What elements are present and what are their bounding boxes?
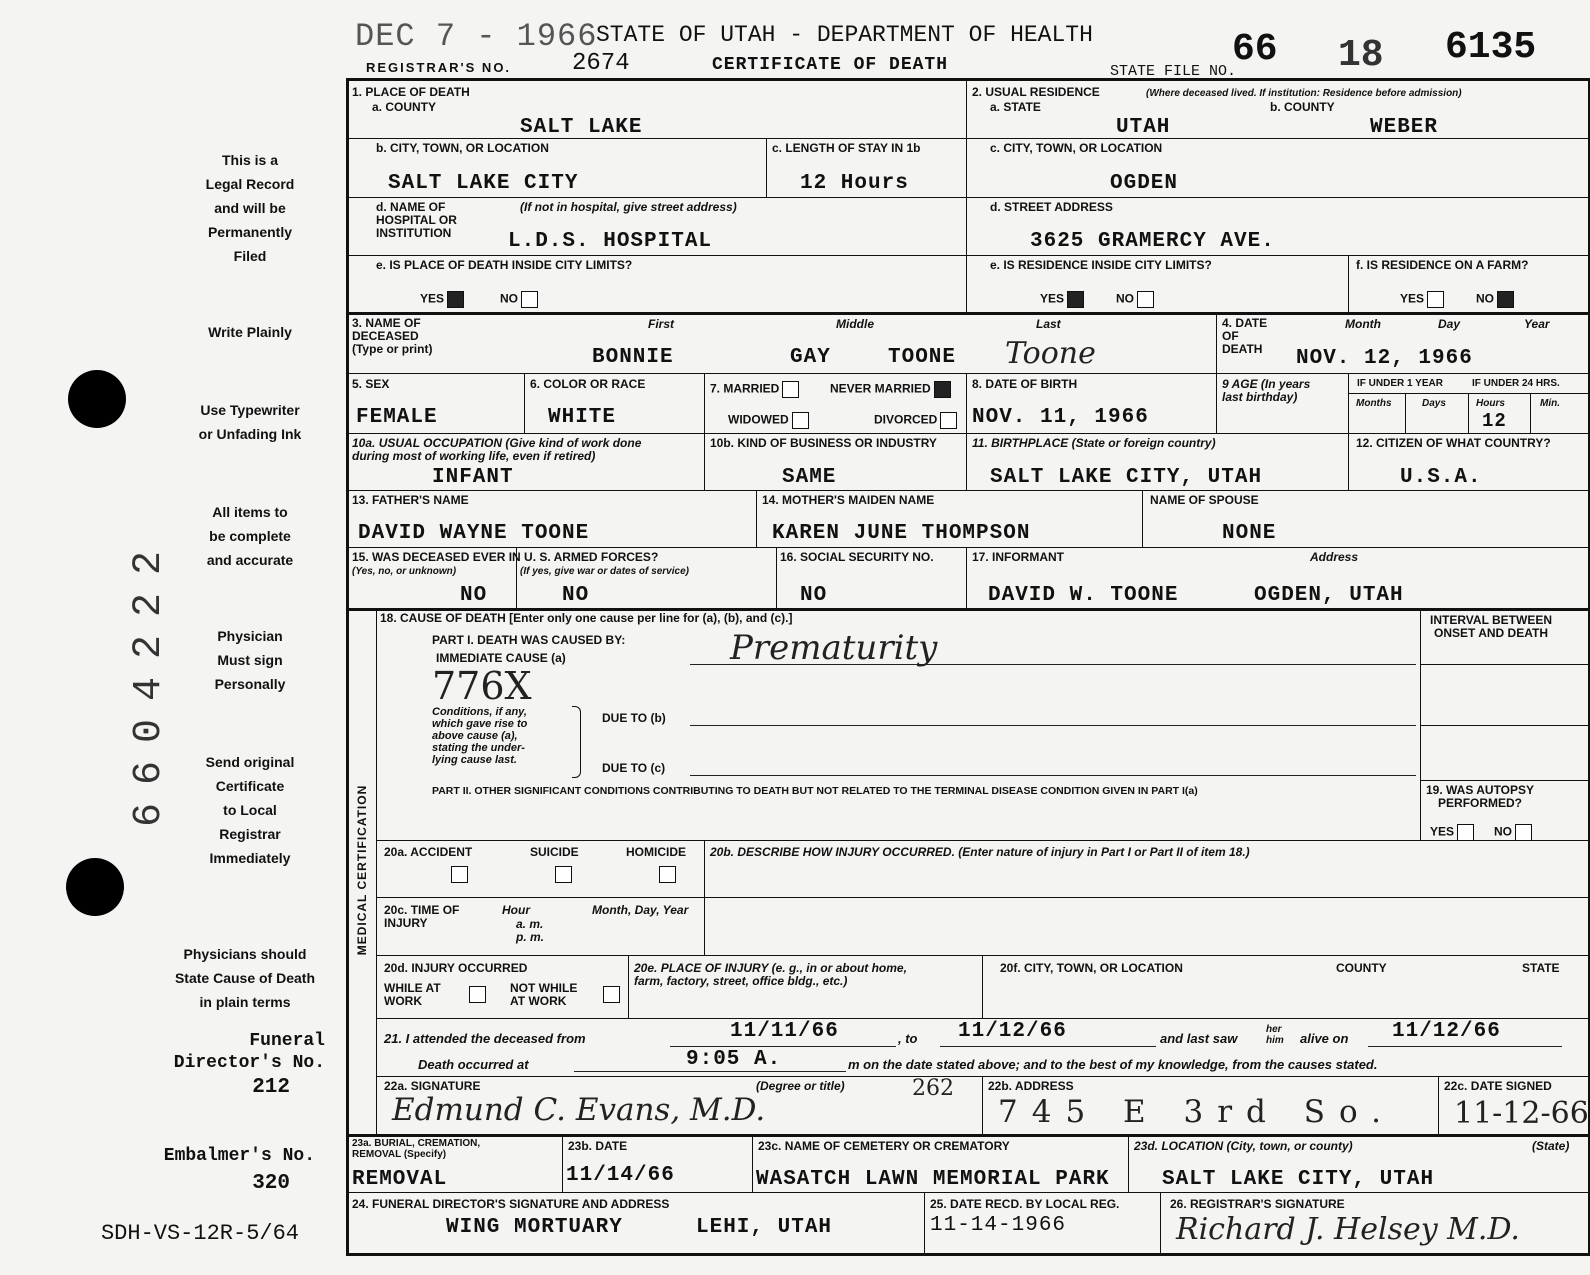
value-business: SAME [782,466,837,489]
sidebar-typewriter: Use Typewriter or Unfading Ink [198,402,302,442]
sidebar-funeral-director-no: 212 [252,1076,290,1099]
label-stay-c: c. LENGTH OF STAY IN 1b [772,141,921,155]
label-part1: PART I. DEATH WAS CAUSED BY: [432,633,626,647]
label-min: Min. [1540,398,1560,409]
label-her-him: her him [1266,1024,1284,1046]
value-sex: FEMALE [356,406,438,429]
autopsy-yes-checkbox[interactable] [1457,824,1474,841]
label-degree: (Degree or title) [756,1079,845,1093]
label-signature-22a: 22a. SIGNATURE [384,1079,481,1093]
value-death-time: 9:05 A. [686,1048,782,1071]
stamp-date: DEC 7 - 1966 [355,18,598,55]
label-injury-how: 20b. DESCRIBE HOW INJURY OCCURRED. (Enter nature of injury in Part I or Part II of item 18.) [710,845,1250,859]
label-burial: 23a. BURIAL, CREMATION, REMOVAL (Specify) [352,1138,481,1160]
res-inside-no[interactable]: NO [1116,291,1154,308]
label-suicide: SUICIDE [530,845,579,859]
label-last: Last [1036,317,1061,331]
label-occupation: 10a. USUAL OCCUPATION (Give kind of work done during most of working life, even if retired) [352,436,642,463]
label-spouse: NAME OF SPOUSE [1150,493,1259,507]
label-funeral-signature: 24. FUNERAL DIRECTOR'S SIGNATURE AND ADDRESS [352,1197,670,1211]
value-funeral-home: WING MORTUARY [446,1216,623,1239]
label-informant: 17. INFORMANT [972,550,1065,564]
value-cause-code: 776X [432,664,532,708]
married-checkbox[interactable] [782,381,799,398]
farm-yes-checkbox[interactable] [1427,291,1444,308]
marital-widowed[interactable]: WIDOWED [728,412,809,429]
never-married-checkbox[interactable] [934,381,951,398]
label-place-of-death: 1. PLACE OF DEATH [352,85,470,99]
value-citizen: U.S.A. [1400,466,1482,489]
value-birth-date: NOV. 11, 1966 [972,406,1149,429]
value-first-name: BONNIE [592,346,674,369]
sidebar-legal-record: This is a Legal Record and will be Permanently Filed [205,152,295,264]
value-attended-from: 11/11/66 [730,1020,839,1043]
value-armed-war: NO [562,584,590,607]
value-father: DAVID WAYNE TOONE [358,522,590,545]
state-file-no-a: 66 [1232,28,1278,71]
farm-no-checkbox[interactable] [1497,291,1514,308]
accident-checkbox[interactable] [451,866,468,883]
label-ssn: 16. SOCIAL SECURITY NO. [780,550,934,564]
while-at-work-checkbox[interactable] [469,986,486,1003]
label-mother: 14. MOTHER'S MAIDEN NAME [762,493,935,507]
value-street: 3625 GRAMERCY AVE. [1030,230,1275,253]
homicide-checkbox[interactable] [659,866,676,883]
label-county-a: a. COUNTY [372,100,437,114]
sidebar-form-number: SDH-VS-12R-5/64 [100,1221,300,1246]
label-conditions: Conditions, if any, which gave rise to above cause (a), stating the under- lying cause last. [432,706,528,766]
sidebar-physicians-should: Physicians should State Cause of Death in plain terms [174,946,316,1010]
value-cemetery: WASATCH LAWN MEMORIAL PARK [756,1168,1110,1191]
death-inside-no[interactable]: NO [500,291,538,308]
value-attended-to: 11/12/66 [958,1020,1067,1043]
registrar-no: 2674 [572,50,630,77]
label-first: First [648,317,675,331]
label-street-d: d. STREET ADDRESS [990,200,1113,214]
label-place-injury: 20e. PLACE OF INJURY (e. g., in or about home, farm, factory, street, office bldg., etc.) [634,961,907,988]
label-to: , to [898,1031,918,1046]
value-ssn: NO [800,584,828,607]
marital-married[interactable]: 7. MARRIED [710,381,799,398]
certificate-title: CERTIFICATE OF DEATH [712,55,949,75]
label-res-inside: e. IS RESIDENCE INSIDE CITY LIMITS? [990,258,1212,272]
state-file-no-b: 18 [1338,34,1384,77]
label-county-20f: COUNTY [1336,961,1387,975]
label-informant-address: Address [1310,550,1359,564]
value-last-name-handwritten: Toone [1005,336,1096,371]
value-res-city: OGDEN [1110,172,1179,195]
label-usual-residence: 2. USUAL RESIDENCE [972,85,1100,99]
value-armed-forces: NO [460,584,488,607]
label-cause-of-death: 18. CAUSE OF DEATH [Enter only one cause per line for (a), (b), and (c).] [380,611,793,625]
sidebar-funeral-director-label: Funeral Director's No. [173,1031,325,1073]
label-alive-on: alive on [1300,1031,1349,1046]
widowed-checkbox[interactable] [792,412,809,429]
label-due-to-c: DUE TO (c) [602,761,666,775]
value-cemetery-location: SALT LAKE CITY, UTAH [1162,1168,1435,1191]
autopsy-no-checkbox[interactable] [1515,824,1532,841]
medical-certification-label: MEDICAL CERTIFICATION [355,784,369,956]
physician-sig-number: 262 [912,1076,954,1101]
label-injury-occurred: 20d. INJURY OCCURRED [384,961,528,975]
label-date-death: 4. DATE OF DEATH [1222,316,1268,356]
label-while-at-work: WHILE AT WORK [384,981,441,1008]
marital-never-married[interactable]: NEVER MARRIED [830,381,951,398]
label-immediate-cause: IMMEDIATE CAUSE (a) [436,651,566,665]
sidebar-send-original: Send original Certificate to Local Registrar Immediately [205,754,295,866]
value-date-recd: 11-14-1966 [930,1214,1067,1237]
label-homicide: HOMICIDE [626,845,686,859]
label-mdy: Month, Day, Year [592,903,689,917]
farm-yes[interactable]: YES [1400,291,1444,308]
label-months: Months [1356,398,1392,409]
death-inside-yes-checkbox[interactable] [447,291,464,308]
label-day: Day [1438,317,1461,331]
physician-address: 745 E 3rd So. [998,1094,1395,1130]
state-file-no-c: 6135 [1445,26,1537,69]
label-city-b: b. CITY, TOWN, OR LOCATION [376,141,549,155]
label-death-occurred-post: m on the date stated above; and to the best of my knowledge, from the causes stated. [848,1057,1378,1072]
label-county-b: b. COUNTY [1270,100,1335,114]
label-last-saw: and last saw [1160,1031,1238,1046]
sidebar-embalmer-no: 320 [252,1172,290,1195]
label-time-injury: 20c. TIME OF INJURY [384,903,460,930]
label-sex: 5. SEX [352,377,390,391]
label-registrar-signature: 26. REGISTRAR'S SIGNATURE [1170,1197,1345,1211]
value-last-seen: 11/12/66 [1392,1020,1501,1043]
registrar-signature: Richard J. Helsey M.D. [1176,1212,1520,1247]
res-inside-yes[interactable]: YES [1040,291,1084,308]
value-death-date: NOV. 12, 1966 [1296,347,1473,370]
punch-hole-top [68,370,126,428]
not-while-at-work-checkbox[interactable] [603,986,620,1003]
label-accident: 20a. ACCIDENT [384,845,473,859]
label-father: 13. FATHER'S NAME [352,493,469,507]
value-last-name: TOONE [888,346,957,369]
suicide-checkbox[interactable] [555,866,572,883]
label-birth-date: 8. DATE OF BIRTH [972,377,1078,391]
label-interval: INTERVAL BETWEEN ONSET AND DEATH [1430,613,1553,640]
label-month: Month [1345,317,1381,331]
label-year: Year [1524,317,1550,331]
registrar-no-label: REGISTRAR'S NO. [366,60,512,75]
label-hours: Hours [1476,398,1505,409]
date-signed: 11-12-66 [1454,1096,1589,1131]
res-inside-no-checkbox[interactable] [1137,291,1154,308]
label-business: 10b. KIND OF BUSINESS OR INDUSTRY [710,436,937,450]
label-state-20f: STATE [1522,961,1560,975]
label-under-24: IF UNDER 24 HRS. [1472,378,1560,389]
label-city-c: c. CITY, TOWN, OR LOCATION [990,141,1163,155]
value-stay: 12 Hours [800,172,909,195]
label-location-23d: 23d. LOCATION (City, town, or county) [1134,1139,1353,1153]
punch-hole-bottom [66,858,124,916]
value-spouse: NONE [1222,522,1277,545]
label-cemetery: 23c. NAME OF CEMETERY OR CREMATORY [758,1139,1010,1153]
res-inside-yes-checkbox[interactable] [1067,291,1084,308]
label-am-pm: a. m. p. m. [516,917,545,944]
physician-signature: Edmund C. Evans, M.D. [392,1092,766,1128]
label-armed-forces: 15. WAS DECEASED EVER IN U. S. ARMED FORCES? [352,550,659,564]
value-city: SALT LAKE CITY [388,172,579,195]
sidebar-embalmer-label: Embalmer's No. [163,1146,315,1166]
label-state-a: a. STATE [990,100,1041,114]
value-county: SALT LAKE [520,116,643,139]
marital-divorced[interactable]: DIVORCED [874,412,957,429]
sidebar-write-plainly: Write Plainly [208,324,292,340]
death-inside-yes[interactable]: YES [420,291,464,308]
conditions-brace [572,706,581,778]
label-hospital-d: d. NAME OF HOSPITAL OR INSTITUTION [376,200,457,240]
sidebar-physician-sign: Physician Must sign Personally [214,628,286,692]
label-city-20f: 20f. CITY, TOWN, OR LOCATION [1000,961,1183,975]
death-inside-no-checkbox[interactable] [521,291,538,308]
agency-title: STATE OF UTAH - DEPARTMENT OF HEALTH [596,22,1093,48]
value-disposition: REMOVAL [352,1168,448,1191]
autopsy-no[interactable]: NO [1494,824,1532,841]
value-race: WHITE [548,406,617,429]
label-date-signed: 22c. DATE SIGNED [1444,1079,1552,1093]
value-funeral-city: LEHI, UTAH [696,1216,833,1239]
value-res-state: UTAH [1116,116,1171,139]
value-occupation: INFANT [432,466,514,489]
label-birthplace: 11. BIRTHPLACE (State or foreign country) [972,436,1216,450]
label-middle: Middle [836,317,874,331]
value-hours: 12 [1482,410,1507,432]
value-informant-address: OGDEN, UTAH [1254,584,1404,607]
label-inside-limits: e. IS PLACE OF DEATH INSIDE CITY LIMITS? [376,258,633,272]
label-citizen: 12. CITIZEN OF WHAT COUNTRY? [1356,436,1551,450]
value-res-county: WEBER [1370,116,1439,139]
label-age: 9 AGE (In years last birthday) [1222,377,1311,404]
value-hospital: L.D.S. HOSPITAL [508,230,713,253]
value-disposition-date: 11/14/66 [566,1164,675,1187]
value-immediate-cause: Prematurity [730,628,938,668]
autopsy-yes[interactable]: YES [1430,824,1474,841]
label-hour: Hour [502,903,530,917]
label-armed-note-a: (Yes, no, or unknown) [352,566,457,577]
label-under-1yr: IF UNDER 1 YEAR [1357,378,1443,389]
value-informant: DAVID W. TOONE [988,584,1179,607]
label-not-while-at-work: NOT WHILE AT WORK [510,981,578,1008]
label-days: Days [1422,398,1446,409]
label-race: 6. COLOR OR RACE [530,377,646,391]
label-farm: f. IS RESIDENCE ON A FARM? [1356,258,1529,272]
label-name-deceased: 3. NAME OF DECEASED (Type or print) [352,316,433,356]
label-date-23b: 23b. DATE [568,1139,628,1153]
label-due-to-b: DUE TO (b) [602,711,666,725]
label-hospital-note: (If not in hospital, give street address) [520,200,737,214]
state-file-label: STATE FILE NO. [1110,63,1237,80]
value-middle-name: GAY [790,346,831,369]
label-part2: PART II. OTHER SIGNIFICANT CONDITIONS CONTRIBUTING TO DEATH BUT NOT RELATED TO THE TERMINAL DISEASE CONDITION GIVEN IN PART I(a) [432,785,1198,797]
farm-no[interactable]: NO [1476,291,1514,308]
label-usual-residence-note: (Where deceased lived. If institution: Residence before admission) [1146,88,1462,99]
sidebar-complete: All items to be complete and accurate [206,504,294,568]
label-date-recd: 25. DATE RECD. BY LOCAL REG. [930,1197,1120,1211]
value-birthplace: SALT LAKE CITY, UTAH [990,466,1263,489]
label-autopsy: 19. WAS AUTOPSY PERFORMED? [1426,783,1535,810]
label-attended-from: 21. I attended the deceased from [384,1031,586,1046]
label-armed-note-b: (If yes, give war or dates of service) [520,566,689,577]
vertical-serial-number: 6604222 [127,532,172,828]
value-mother: KAREN JUNE THOMPSON [772,522,1031,545]
label-address-22b: 22b. ADDRESS [988,1079,1074,1093]
divorced-checkbox[interactable] [940,412,957,429]
label-death-occurred-at: Death occurred at [418,1057,529,1072]
label-state-23d: (State) [1532,1139,1570,1153]
